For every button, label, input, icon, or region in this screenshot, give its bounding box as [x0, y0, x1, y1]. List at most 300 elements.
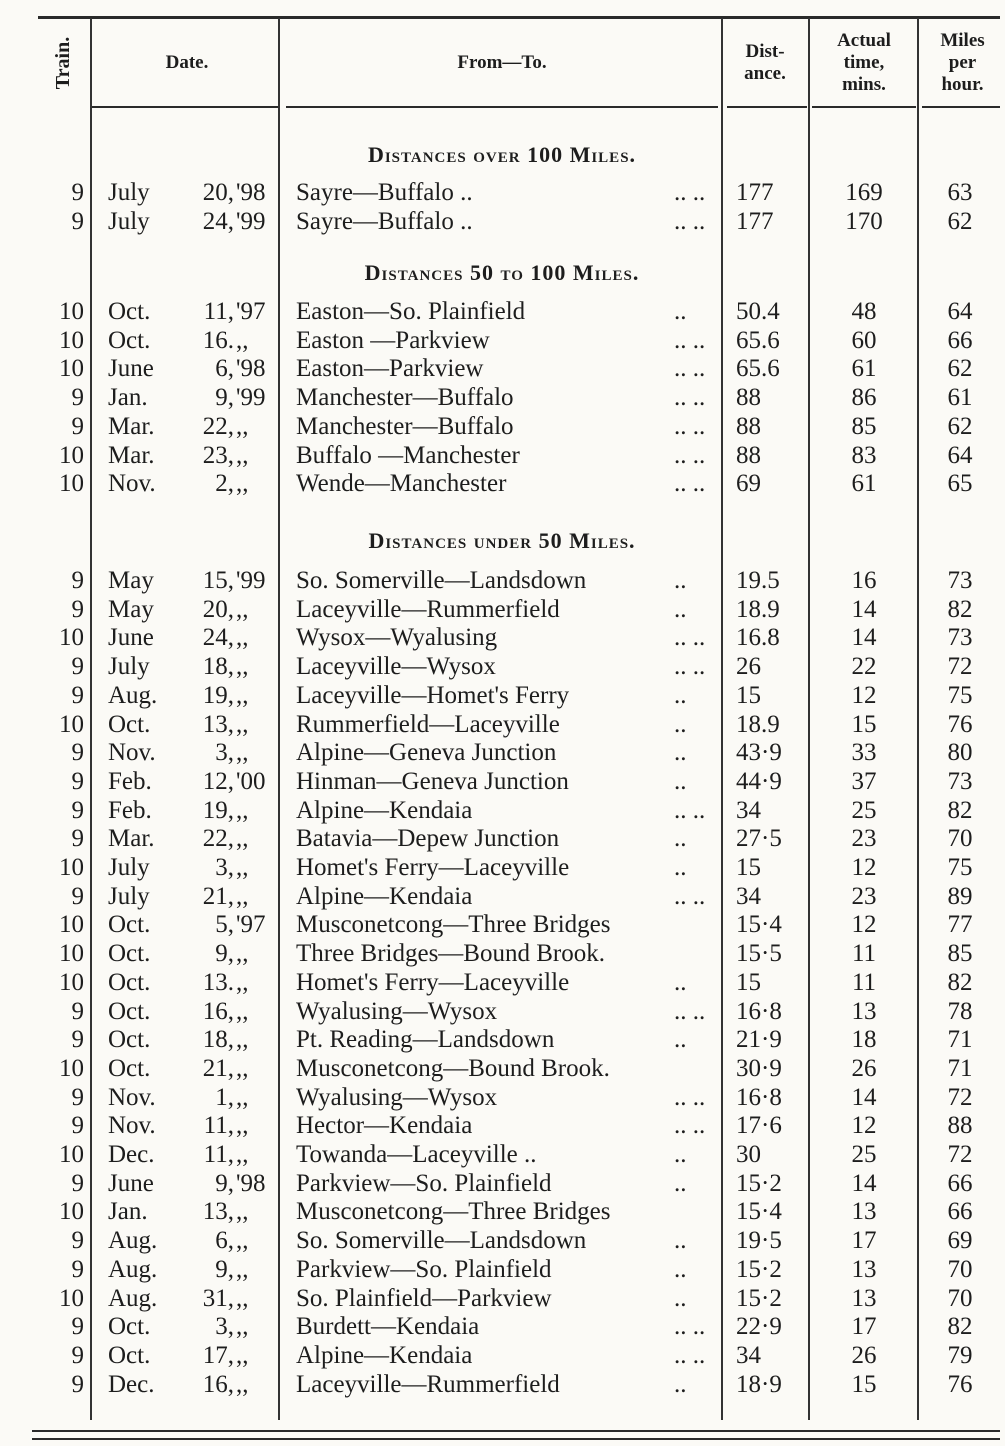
leader-dots-cell: .. — [674, 681, 687, 709]
table-row — [0, 738, 1005, 767]
route-cell: Batavia—Depew Junction — [296, 825, 560, 853]
miles-per-hour-cell: 72 — [947, 653, 973, 681]
date-month-cell: Oct. — [108, 1341, 151, 1369]
train-number-cell: 10 — [59, 1141, 84, 1168]
date-day-cell: 16, — [202, 1370, 234, 1398]
miles-per-hour-cell: 76 — [947, 1370, 973, 1398]
header-underline-distance — [727, 106, 807, 108]
date-day-cell: 24, — [202, 624, 234, 652]
date-year-cell: '97 — [236, 298, 266, 325]
date-day-cell: 23, — [202, 441, 234, 469]
train-number-cell: 9 — [71, 882, 84, 910]
route-cell: Hinman—Geneva Junction — [296, 767, 569, 795]
train-number-cell: 10 — [59, 710, 84, 738]
actual-time-cell: 17 — [851, 1227, 877, 1255]
train-number-cell: 9 — [71, 1227, 84, 1255]
miles-per-hour-cell: 89 — [947, 882, 973, 910]
date-day-cell: 21, — [202, 1054, 234, 1082]
date-day-cell: 24, — [202, 207, 234, 235]
leader-dots-cell: .. — [674, 1227, 687, 1255]
header-distance: Dist- ance. — [744, 41, 786, 84]
table-row — [0, 354, 1005, 383]
distance-cell: 17·6 — [736, 1112, 782, 1140]
leader-dots-cell: .. — [674, 1169, 687, 1197]
route-cell: Alpine—Geneva Junction — [296, 739, 557, 767]
route-cell: Laceyville—Rummerfield — [296, 1370, 560, 1398]
actual-time-cell: 37 — [851, 767, 877, 795]
route-cell: Musconetcong—Bound Brook. — [296, 1054, 610, 1082]
actual-time-cell: 23 — [851, 825, 877, 853]
miles-per-hour-cell: 61 — [947, 384, 973, 412]
date-year-cell: ,, — [236, 1313, 249, 1341]
date-month-cell: Oct. — [108, 1313, 151, 1341]
date-year-cell: ,, — [236, 940, 249, 968]
miles-per-hour-cell: 73 — [947, 767, 973, 795]
date-day-cell: 2, — [215, 470, 234, 498]
distance-cell: 18.9 — [736, 595, 780, 623]
header-underline-date — [92, 106, 278, 108]
distance-cell: 34 — [736, 882, 761, 910]
date-day-cell: 1, — [215, 1083, 234, 1111]
train-number-cell: 9 — [71, 767, 84, 795]
route-cell: Pt. Reading—Landsdown — [296, 1026, 555, 1054]
table-row — [0, 207, 1005, 236]
table-row — [0, 1312, 1005, 1341]
table-row — [0, 853, 1005, 882]
leader-dots-cell: .. .. — [674, 653, 706, 681]
header-miles-per-hour: Miles per hour. — [940, 30, 985, 95]
date-month-cell: July — [108, 882, 150, 910]
date-month-cell: Nov. — [108, 1083, 156, 1111]
table-row — [0, 767, 1005, 796]
route-cell: So. Somerville—Landsdown — [296, 567, 587, 594]
date-year-cell: ,, — [236, 412, 249, 440]
miles-per-hour-cell: 65 — [947, 470, 973, 498]
bottom-rule-1 — [32, 1430, 1000, 1432]
miles-per-hour-cell: 80 — [947, 739, 973, 767]
date-day-cell: 20, — [202, 179, 234, 206]
leader-dots-cell: .. .. — [674, 412, 706, 440]
actual-time-cell: 15 — [851, 710, 877, 738]
date-year-cell: ,, — [236, 739, 249, 767]
distance-cell: 30·9 — [736, 1054, 782, 1082]
date-month-cell: Oct. — [108, 968, 151, 996]
leader-dots-cell: .. — [674, 1370, 687, 1398]
distance-cell: 88 — [736, 412, 761, 440]
miles-per-hour-cell: 72 — [947, 1083, 973, 1111]
route-cell: Parkview—So. Plainfield — [296, 1255, 552, 1283]
train-number-cell: 9 — [71, 567, 84, 594]
date-year-cell: ,, — [236, 825, 249, 853]
table-row — [0, 297, 1005, 326]
date-month-cell: Oct. — [108, 1026, 151, 1054]
distance-cell: 19·5 — [736, 1227, 782, 1255]
route-cell: Homet's Ferry—Laceyville — [296, 854, 570, 881]
date-month-cell: July — [108, 854, 150, 881]
date-month-cell: Dec. — [108, 1141, 155, 1168]
actual-time-cell: 11 — [851, 940, 877, 968]
miles-per-hour-cell: 76 — [947, 710, 973, 738]
miles-per-hour-cell: 78 — [947, 997, 973, 1025]
table-row — [0, 383, 1005, 412]
miles-per-hour-cell: 72 — [947, 1141, 973, 1168]
leader-dots-cell: .. — [674, 968, 687, 996]
leader-dots-cell: .. .. — [674, 207, 706, 235]
distance-cell: 15·5 — [736, 940, 782, 968]
actual-time-cell: 13 — [851, 1255, 877, 1283]
date-year-cell: '99 — [236, 207, 266, 235]
date-month-cell: Aug. — [108, 1284, 158, 1312]
miles-per-hour-cell: 70 — [947, 1255, 973, 1283]
date-year-cell: '98 — [236, 355, 266, 383]
miles-per-hour-cell: 77 — [947, 911, 973, 939]
leader-dots-cell: .. — [674, 825, 687, 853]
distance-cell: 177 — [736, 179, 774, 206]
date-month-cell: Nov. — [108, 1112, 156, 1140]
miles-per-hour-cell: 85 — [947, 940, 973, 968]
actual-time-cell: 170 — [845, 207, 883, 235]
distance-cell: 50.4 — [736, 298, 780, 325]
distance-cell: 19.5 — [736, 567, 780, 594]
train-number-cell: 9 — [71, 1083, 84, 1111]
date-day-cell: 5, — [215, 911, 234, 939]
leader-dots-cell: .. .. — [674, 326, 706, 354]
train-number-cell: 9 — [71, 1026, 84, 1054]
train-number-cell: 9 — [71, 1370, 84, 1398]
route-cell: Alpine—Kendaia — [296, 796, 473, 824]
distance-cell: 69 — [736, 470, 761, 498]
train-number-cell: 9 — [71, 997, 84, 1025]
actual-time-cell: 60 — [851, 326, 877, 354]
date-year-cell: ,, — [236, 968, 249, 996]
miles-per-hour-cell: 66 — [947, 1169, 973, 1197]
header-date: Date. — [165, 52, 209, 73]
date-year-cell: ,, — [236, 1227, 249, 1255]
distance-cell: 16·8 — [736, 997, 782, 1025]
distance-cell: 15·4 — [736, 911, 782, 939]
date-month-cell: May — [108, 595, 154, 623]
date-month-cell: May — [108, 567, 154, 594]
actual-time-cell: 25 — [851, 796, 877, 824]
table-row — [0, 681, 1005, 710]
date-year-cell: ,, — [236, 1284, 249, 1312]
leader-dots-cell: .. .. — [674, 441, 706, 469]
date-day-cell: 9, — [215, 1169, 234, 1197]
train-number-cell: 9 — [71, 412, 84, 440]
actual-time-cell: 14 — [851, 1169, 877, 1197]
date-day-cell: 17, — [202, 1341, 234, 1369]
train-number-cell: 10 — [59, 470, 84, 498]
miles-per-hour-cell: 79 — [947, 1341, 973, 1369]
leader-dots-cell: .. .. — [674, 470, 706, 498]
route-cell: Sayre—Buffalo .. — [296, 179, 473, 206]
distance-cell: 15·2 — [736, 1284, 782, 1312]
route-cell: Musconetcong—Three Bridges — [296, 1198, 611, 1226]
table-row — [0, 997, 1005, 1026]
distance-cell: 27·5 — [736, 825, 782, 853]
route-cell: Wende—Manchester — [296, 470, 507, 498]
date-year-cell: ,, — [236, 710, 249, 738]
route-cell: So. Somerville—Landsdown — [296, 1227, 587, 1255]
distance-cell: 34 — [736, 1341, 761, 1369]
route-cell: Alpine—Kendaia — [296, 882, 473, 910]
leader-dots-cell: .. .. — [674, 355, 706, 383]
train-number-cell: 10 — [59, 1198, 84, 1226]
route-cell: Manchester—Buffalo — [296, 384, 514, 412]
date-month-cell: Oct. — [108, 1054, 151, 1082]
date-year-cell: '99 — [236, 567, 266, 594]
train-number-cell: 10 — [59, 968, 84, 996]
train-number-cell: 9 — [71, 1313, 84, 1341]
date-month-cell: Dec. — [108, 1370, 155, 1398]
distance-cell: 177 — [736, 207, 774, 235]
date-day-cell: 15, — [202, 567, 234, 594]
date-year-cell: ,, — [236, 1341, 249, 1369]
actual-time-cell: 13 — [851, 1198, 877, 1226]
date-day-cell: 16, — [202, 997, 234, 1025]
train-number-cell: 9 — [71, 179, 84, 206]
date-year-cell: ,, — [236, 326, 249, 354]
route-cell: Easton—So. Plainfield — [296, 298, 526, 325]
miles-per-hour-cell: 64 — [947, 298, 973, 325]
date-month-cell: Aug. — [108, 1227, 158, 1255]
train-number-cell: 9 — [71, 796, 84, 824]
date-month-cell: Mar. — [108, 412, 155, 440]
bottom-rule-2 — [32, 1438, 1000, 1440]
leader-dots-cell: .. .. — [674, 624, 706, 652]
actual-time-cell: 13 — [851, 997, 877, 1025]
leader-dots-cell: .. — [674, 854, 687, 881]
miles-per-hour-cell: 88 — [947, 1112, 973, 1140]
distance-cell: 22·9 — [736, 1313, 782, 1341]
distance-cell: 65.6 — [736, 326, 780, 354]
actual-time-cell: 14 — [851, 1083, 877, 1111]
header-train: Train. — [52, 36, 75, 90]
actual-time-cell: 15 — [851, 1370, 877, 1398]
route-cell: Easton—Parkview — [296, 355, 484, 383]
actual-time-cell: 86 — [851, 384, 877, 412]
leader-dots-cell: .. .. — [674, 1083, 706, 1111]
route-cell: Parkview—So. Plainfield — [296, 1169, 552, 1197]
leader-dots-cell: .. — [674, 767, 687, 795]
distance-cell: 21·9 — [736, 1026, 782, 1054]
actual-time-cell: 12 — [851, 854, 877, 881]
miles-per-hour-cell: 71 — [947, 1054, 973, 1082]
date-month-cell: Oct. — [108, 997, 151, 1025]
leader-dots-cell: .. — [674, 1026, 687, 1054]
date-year-cell: '00 — [236, 767, 266, 795]
date-day-cell: 19, — [202, 681, 234, 709]
date-year-cell: '99 — [236, 384, 266, 412]
route-cell: Wyalusing—Wysox — [296, 1083, 498, 1111]
date-month-cell: Oct. — [108, 326, 151, 354]
table-row — [0, 652, 1005, 681]
distance-cell: 88 — [736, 384, 761, 412]
distance-cell: 16·8 — [736, 1083, 782, 1111]
distance-cell: 26 — [736, 653, 761, 681]
train-number-cell: 9 — [71, 739, 84, 767]
route-cell: So. Plainfield—Parkview — [296, 1284, 552, 1312]
train-number-cell: 10 — [59, 940, 84, 968]
date-day-cell: 6, — [215, 1227, 234, 1255]
distance-cell: 15 — [736, 968, 761, 996]
date-day-cell: 12, — [202, 767, 234, 795]
table-row — [0, 968, 1005, 997]
route-cell: Towanda—Laceyville .. — [296, 1141, 537, 1168]
date-day-cell: 3, — [215, 1313, 234, 1341]
train-number-cell: 9 — [71, 1112, 84, 1140]
table-row — [0, 824, 1005, 853]
date-day-cell: 20, — [202, 595, 234, 623]
date-month-cell: Feb. — [108, 767, 152, 795]
actual-time-cell: 18 — [851, 1026, 877, 1054]
date-year-cell: ,, — [236, 997, 249, 1025]
actual-time-cell: 26 — [851, 1054, 877, 1082]
actual-time-cell: 85 — [851, 412, 877, 440]
date-year-cell: ,, — [236, 854, 249, 881]
miles-per-hour-cell: 75 — [947, 854, 973, 881]
train-number-cell: 9 — [71, 681, 84, 709]
date-month-cell: Oct. — [108, 911, 151, 939]
table-row — [0, 412, 1005, 441]
route-cell: Sayre—Buffalo .. — [296, 207, 473, 235]
date-month-cell: June — [108, 1169, 154, 1197]
miles-per-hour-cell: 73 — [947, 624, 973, 652]
actual-time-cell: 12 — [851, 681, 877, 709]
table-row — [0, 1370, 1005, 1399]
miles-per-hour-cell: 75 — [947, 681, 973, 709]
section-heading: Distances over 100 Miles. — [367, 142, 637, 167]
header-underline-route — [286, 106, 718, 108]
miles-per-hour-cell: 66 — [947, 326, 973, 354]
distance-cell: 15 — [736, 681, 761, 709]
header-actual-time: Actual time, mins. — [837, 30, 891, 95]
date-month-cell: July — [108, 179, 150, 206]
date-day-cell: 21, — [202, 882, 234, 910]
train-number-cell: 10 — [59, 326, 84, 354]
date-year-cell: '98 — [236, 179, 266, 206]
route-cell: Easton —Parkview — [296, 326, 490, 354]
date-day-cell: 9, — [215, 1255, 234, 1283]
leader-dots-cell: .. — [674, 1141, 687, 1168]
route-cell: Wyalusing—Wysox — [296, 997, 498, 1025]
date-month-cell: June — [108, 624, 154, 652]
actual-time-cell: 23 — [851, 882, 877, 910]
route-cell: Hector—Kendaia — [296, 1112, 473, 1140]
train-number-cell: 10 — [59, 1054, 84, 1082]
date-month-cell: Nov. — [108, 470, 156, 498]
route-cell: Three Bridges—Bound Brook. — [296, 940, 605, 968]
leader-dots-cell: .. — [674, 1255, 687, 1283]
date-day-cell: 31, — [202, 1284, 234, 1312]
table-row — [0, 441, 1005, 470]
table-row — [0, 1140, 1005, 1169]
date-month-cell: Mar. — [108, 441, 155, 469]
table-row — [0, 796, 1005, 825]
date-year-cell: ,, — [236, 624, 249, 652]
distance-cell: 15 — [736, 854, 761, 881]
table-row — [0, 710, 1005, 739]
distance-cell: 30 — [736, 1141, 761, 1168]
table-row — [0, 566, 1005, 595]
date-year-cell: ,, — [236, 1198, 249, 1226]
leader-dots-cell: .. .. — [674, 796, 706, 824]
date-day-cell: 11, — [203, 1112, 234, 1140]
table-row — [0, 1169, 1005, 1198]
date-day-cell: 13. — [202, 968, 234, 996]
actual-time-cell: 22 — [851, 653, 877, 681]
table-row — [0, 910, 1005, 939]
table-row — [0, 1284, 1005, 1313]
miles-per-hour-cell: 70 — [947, 825, 973, 853]
date-day-cell: 11, — [203, 298, 234, 325]
date-year-cell: ,, — [236, 882, 249, 910]
table-row — [0, 1226, 1005, 1255]
train-number-cell: 10 — [59, 854, 84, 881]
actual-time-cell: 12 — [851, 1112, 877, 1140]
miles-per-hour-cell: 62 — [947, 412, 973, 440]
train-number-cell: 9 — [71, 1341, 84, 1369]
miles-per-hour-cell: 82 — [947, 595, 973, 623]
date-day-cell: 19, — [202, 796, 234, 824]
train-number-cell: 10 — [59, 624, 84, 652]
route-cell: Homet's Ferry—Laceyville — [296, 968, 570, 996]
leader-dots-cell: .. .. — [674, 1112, 706, 1140]
date-month-cell: June — [108, 355, 154, 383]
date-year-cell: ,, — [236, 441, 249, 469]
train-number-cell: 10 — [59, 911, 84, 939]
distance-cell: 16.8 — [736, 624, 780, 652]
date-day-cell: 22, — [202, 825, 234, 853]
table-row — [0, 595, 1005, 624]
date-month-cell: Jan. — [108, 1198, 148, 1226]
date-day-cell: 3, — [215, 854, 234, 881]
date-month-cell: Feb. — [108, 796, 152, 824]
miles-per-hour-cell: 82 — [947, 796, 973, 824]
route-cell: Laceyville—Wysox — [296, 653, 496, 681]
train-number-cell: 9 — [71, 207, 84, 235]
leader-dots-cell: .. — [674, 595, 687, 623]
top-rule — [38, 16, 1000, 19]
miles-per-hour-cell: 64 — [947, 441, 973, 469]
actual-time-cell: 13 — [851, 1284, 877, 1312]
header-underline-time — [812, 106, 916, 108]
date-day-cell: 3, — [215, 739, 234, 767]
distance-cell: 44·9 — [736, 767, 782, 795]
distance-cell: 18.9 — [736, 710, 780, 738]
date-month-cell: Oct. — [108, 940, 151, 968]
table-row — [0, 1054, 1005, 1083]
leader-dots-cell: .. .. — [674, 1341, 706, 1369]
date-month-cell: Oct. — [108, 710, 151, 738]
date-day-cell: 18, — [202, 1026, 234, 1054]
date-day-cell: 16. — [202, 326, 234, 354]
distance-cell: 65.6 — [736, 355, 780, 383]
date-day-cell: 11, — [203, 1141, 234, 1168]
leader-dots-cell: .. .. — [674, 997, 706, 1025]
actual-time-cell: 17 — [851, 1313, 877, 1341]
table-row — [0, 1341, 1005, 1370]
distance-cell: 34 — [736, 796, 761, 824]
route-cell: Alpine—Kendaia — [296, 1341, 473, 1369]
distance-cell: 15·2 — [736, 1169, 782, 1197]
header-underline-mph — [922, 106, 1000, 108]
miles-per-hour-cell: 82 — [947, 1313, 973, 1341]
train-number-cell: 10 — [59, 441, 84, 469]
actual-time-cell: 12 — [851, 911, 877, 939]
date-day-cell: 13, — [202, 710, 234, 738]
date-year-cell: ,, — [236, 653, 249, 681]
